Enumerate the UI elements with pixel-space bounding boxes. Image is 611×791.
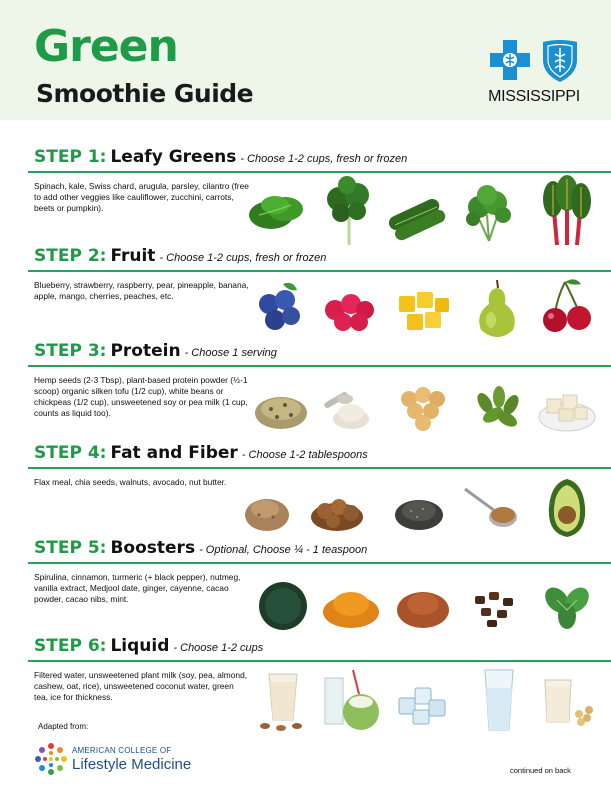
step-name: Leafy Greens	[110, 147, 237, 167]
step-number: STEP 6:	[34, 636, 107, 656]
step-divider	[28, 270, 611, 272]
chia-seeds-icon	[387, 471, 451, 543]
cherries-icon	[535, 274, 599, 346]
step-description: Spirulina, cinnamon, turmeric (+ black pepper), nutmeg, vanilla extract, Medjool date, ginger, cayenne, cacao powder, cacao nibs, mint.	[34, 572, 241, 604]
almond-milk-icon	[251, 664, 315, 736]
step-note: - Choose 1-2 cups, fresh or frozen	[240, 153, 408, 165]
org-name-line2: Lifestyle Medicine	[72, 756, 192, 773]
food-images	[245, 566, 595, 640]
food-images	[245, 274, 595, 348]
tofu-icon	[535, 369, 599, 441]
logo-text: MISSISSIPPI	[488, 88, 580, 105]
coconut-water-icon	[319, 664, 383, 736]
zucchini-icon	[385, 175, 449, 247]
step-divider	[28, 365, 611, 367]
step-note: - Optional, Choose ¼ - 1 teaspoon	[199, 544, 368, 556]
step-divider	[28, 171, 611, 173]
page-title: Green	[34, 21, 178, 72]
step-note: - Choose 1-2 tablespoons	[241, 449, 368, 461]
acml-dots-icon	[34, 742, 68, 776]
step-name: Fruit	[110, 246, 156, 266]
page-subtitle: Smoothie Guide	[36, 79, 254, 108]
step-name: Fat and Fiber	[110, 443, 238, 463]
acml-logo	[34, 742, 224, 778]
blue-shield-icon	[540, 38, 580, 84]
step-divider	[28, 660, 611, 662]
avocado-icon	[535, 471, 599, 543]
blue-cross-icon	[488, 38, 532, 82]
step-note: - Choose 1-2 cups	[173, 642, 264, 654]
step-note: - Choose 1-2 cups, fresh or frozen	[159, 252, 327, 264]
adapted-from-label: Adapted from:	[38, 722, 89, 731]
step-divider	[28, 467, 611, 469]
parsley-icon	[457, 175, 521, 247]
step-description: Filtered water, unsweetened plant milk (soy, pea, almond, cashew, oat, rice), unsweetened coconut water, green tea, ice for thickness.	[34, 670, 248, 702]
nut-butter-spoon-icon	[461, 471, 525, 543]
spinach-icon	[245, 175, 309, 247]
flax-meal-icon	[235, 471, 299, 543]
step-5-section	[0, 538, 611, 638]
continued-note: continued on back	[510, 766, 571, 775]
chickpeas-icon	[391, 369, 455, 441]
water-glass-icon	[467, 664, 531, 736]
step-name: Protein	[110, 341, 181, 361]
food-images	[245, 369, 595, 443]
step-number: STEP 3:	[34, 341, 107, 361]
soy-milk-icon	[535, 664, 599, 736]
step-6-heading	[34, 636, 263, 656]
step-number: STEP 5:	[34, 538, 107, 558]
step-6-section	[0, 636, 611, 736]
step-description: Spinach, kale, Swiss chard, arugula, parsley, cilantro (free to add other veggies like cauliflower, zucchini, carrots, beets or pumpkin).	[34, 181, 249, 213]
pear-icon	[465, 274, 529, 346]
food-images	[245, 664, 595, 738]
step-2-heading	[34, 246, 326, 266]
step-divider	[28, 562, 611, 564]
protein-powder-icon	[317, 369, 381, 441]
step-number: STEP 4:	[34, 443, 107, 463]
mint-icon	[535, 566, 599, 638]
turmeric-icon	[319, 566, 383, 638]
step-5-heading	[34, 538, 367, 558]
raspberries-icon	[317, 274, 381, 346]
kale-icon	[317, 175, 381, 247]
blueberries-icon	[249, 274, 313, 346]
pumpkin-seeds-icon	[465, 369, 529, 441]
cinnamon-icon	[391, 566, 455, 638]
step-note: - Choose 1 serving	[184, 347, 277, 359]
step-4-section	[0, 443, 611, 543]
step-number: STEP 1:	[34, 147, 107, 167]
step-description: Flax meal, chia seeds, walnuts, avocado, nut butter.	[34, 477, 227, 487]
step-3-heading	[34, 341, 277, 361]
food-images	[245, 471, 595, 545]
step-2-section	[0, 246, 611, 346]
step-name: Boosters	[110, 538, 196, 558]
ice-cubes-icon	[391, 664, 455, 736]
walnuts-icon	[305, 471, 369, 543]
bcbs-logo	[482, 38, 592, 110]
cacao-nibs-icon	[461, 566, 525, 638]
hemp-seeds-icon	[249, 369, 313, 441]
step-description: Hemp seeds (2-3 Tbsp), plant-based protein powder (½-1 scoop) organic silken tofu (1/2 cup), white beans or chickpeas (1/2 cup), unsweetened soy or pea milk (1 cup, counts as liquid too).	[34, 375, 248, 418]
step-description: Blueberry, strawberry, raspberry, pear, pineapple, banana, apple, mango, cherries, peaches, etc.	[34, 280, 249, 301]
step-3-section	[0, 341, 611, 441]
spirulina-icon	[251, 566, 315, 638]
step-1-section	[0, 147, 611, 247]
step-1-heading	[34, 147, 407, 167]
step-name: Liquid	[110, 636, 170, 656]
swiss-chard-icon	[535, 175, 599, 247]
mango-icon	[391, 274, 455, 346]
food-images	[245, 175, 595, 249]
step-4-heading	[34, 443, 368, 463]
org-name-line1: AMERICAN COLLEGE OF	[72, 746, 172, 755]
step-number: STEP 2:	[34, 246, 107, 266]
